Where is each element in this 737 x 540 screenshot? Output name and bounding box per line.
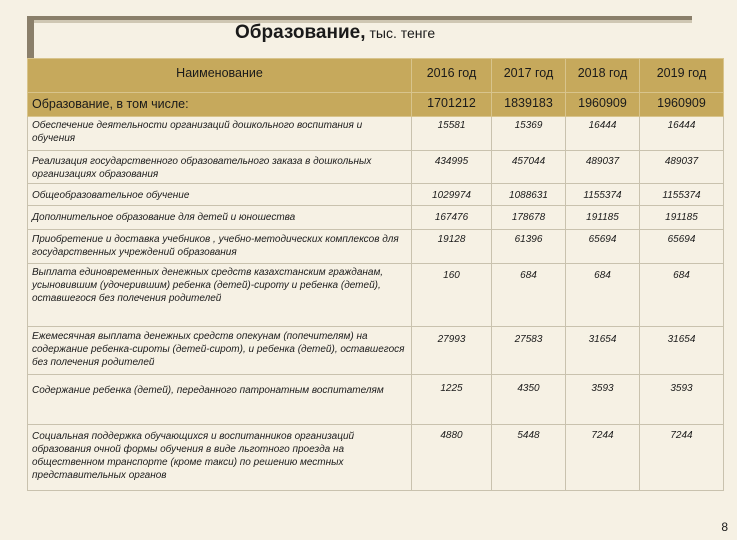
page-number: 8: [721, 520, 728, 534]
row-value: 5448: [492, 425, 566, 491]
row-value: 191185: [566, 206, 640, 230]
row-value: 489037: [566, 151, 640, 184]
total-value: 1960909: [566, 93, 640, 117]
header-year-2017: 2017 год: [492, 59, 566, 93]
row-label: Социальная поддержка обучающихся и воспитанников организаций образования очной формы обучения в виде льготного проезда на общественном транспорте (кроме такси) по решению местных представительных органов: [28, 425, 412, 491]
row-value: 489037: [640, 151, 724, 184]
row-value: 191185: [640, 206, 724, 230]
row-value: 7244: [566, 425, 640, 491]
table-row: [28, 327, 724, 375]
table-row: [28, 230, 724, 264]
table-row: [28, 184, 724, 206]
total-label: Образование, в том числе:: [28, 93, 412, 117]
row-value: 3593: [566, 375, 640, 425]
row-value: 31654: [566, 327, 640, 375]
header-name: Наименование: [28, 59, 412, 93]
row-value: 16444: [640, 117, 724, 151]
row-label: Приобретение и доставка учебников , учебно-методических комплексов для государственных учреждений образования: [28, 230, 412, 264]
table-row: [28, 264, 724, 327]
row-value: 4350: [492, 375, 566, 425]
row-label: Дополнительное образование для детей и юношества: [28, 206, 412, 230]
row-value: 167476: [412, 206, 492, 230]
title-text: Образование,: [235, 22, 366, 43]
row-value: 19128: [412, 230, 492, 264]
table-row: [28, 117, 724, 151]
row-value: 7244: [640, 425, 724, 491]
row-label: Выплата единовременных денежных средств казахстанским гражданам, усыновившим (удочерившим) ребенка (детей)-сироту и ребенка (детей), оставшегося без полечения родителей: [28, 264, 412, 327]
row-value: 27583: [492, 327, 566, 375]
row-value: 684: [492, 264, 566, 327]
row-label: Обеспечение деятельности организаций дошкольного воспитания и обучения: [28, 117, 412, 151]
decorative-left-bar: [27, 16, 34, 60]
row-value: 684: [566, 264, 640, 327]
header-year-2019: 2019 год: [640, 59, 724, 93]
budget-table: [27, 58, 724, 491]
row-value: 1225: [412, 375, 492, 425]
row-label: Реализация государственного образовательного заказа в дошкольных организациях образования: [28, 151, 412, 184]
row-value: 61396: [492, 230, 566, 264]
row-label: Содержание ребенка (детей), переданного патронатным воспитателям: [28, 375, 412, 425]
row-value: 457044: [492, 151, 566, 184]
row-value: 178678: [492, 206, 566, 230]
header-year-2016: 2016 год: [412, 59, 492, 93]
row-value: 31654: [640, 327, 724, 375]
row-value: 160: [412, 264, 492, 327]
row-value: 15369: [492, 117, 566, 151]
row-value: 1155374: [640, 184, 724, 206]
row-value: 3593: [640, 375, 724, 425]
row-value: 1029974: [412, 184, 492, 206]
row-label: Общеобразовательное обучение: [28, 184, 412, 206]
row-value: 434995: [412, 151, 492, 184]
table-row: [28, 375, 724, 425]
row-value: 4880: [412, 425, 492, 491]
header-year-2018: 2018 год: [566, 59, 640, 93]
table-row: [28, 206, 724, 230]
row-value: 27993: [412, 327, 492, 375]
table-row: [28, 425, 724, 491]
row-value: 1155374: [566, 184, 640, 206]
total-value: 1839183: [492, 93, 566, 117]
table-row: [28, 151, 724, 184]
row-value: 16444: [566, 117, 640, 151]
table-header-row: [28, 59, 724, 93]
total-value: 1701212: [412, 93, 492, 117]
row-value: 65694: [640, 230, 724, 264]
slide-title: [235, 22, 435, 44]
row-label: Ежемесячная выплата денежных средств опекунам (попечителям) на содержание ребенка-сироты (детей-сирот), и ребенка (детей), оставшегося без полечения родителей: [28, 327, 412, 375]
row-value: 684: [640, 264, 724, 327]
row-value: 1088631: [492, 184, 566, 206]
row-value: 65694: [566, 230, 640, 264]
title-unit: тыс. тенге: [369, 25, 436, 41]
total-value: 1960909: [640, 93, 724, 117]
row-value: 15581: [412, 117, 492, 151]
table-total-row: [28, 93, 724, 117]
